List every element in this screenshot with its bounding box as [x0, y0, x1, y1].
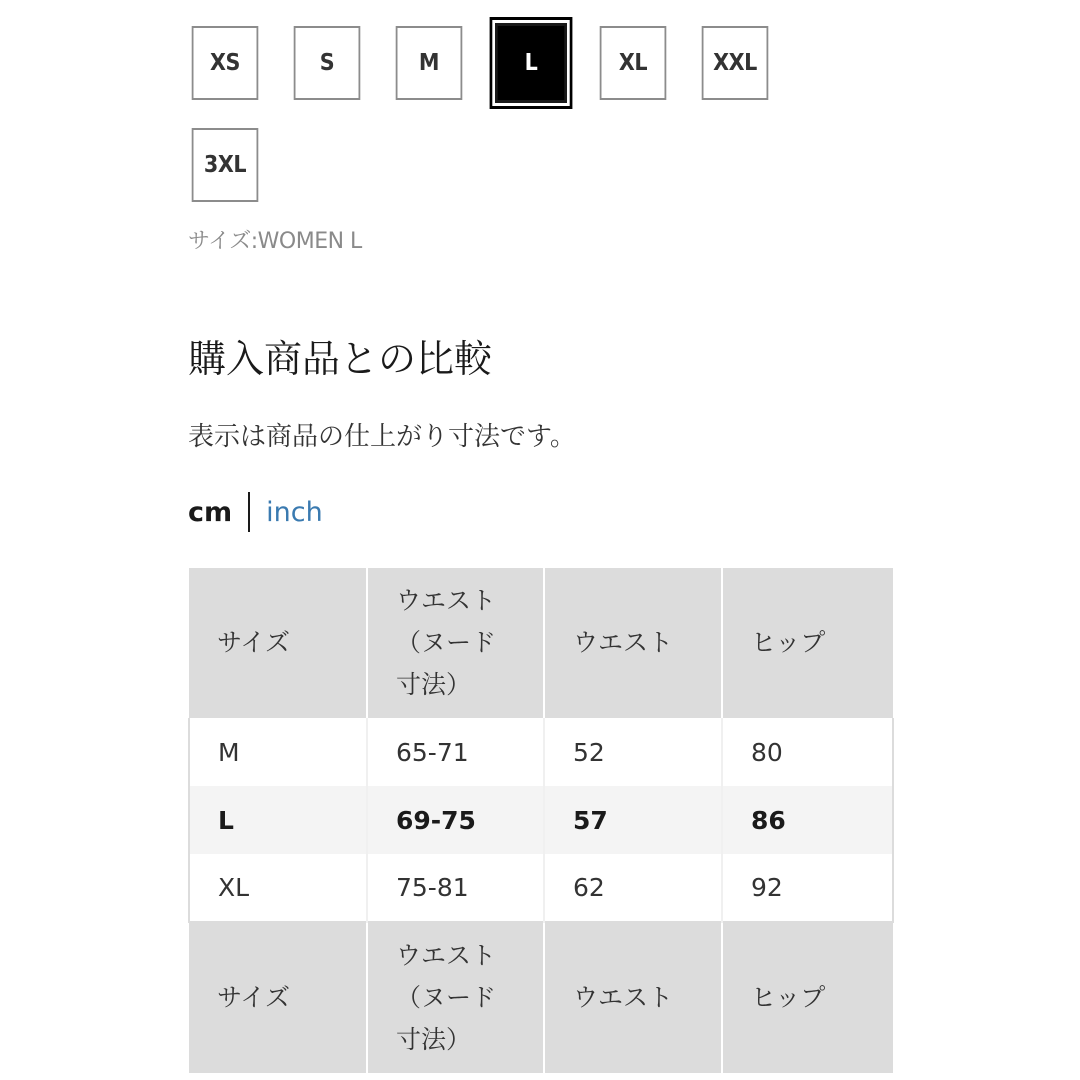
size-option-m[interactable]: M	[396, 26, 463, 100]
header-waist: ウエスト	[544, 568, 722, 718]
header-hip: ヒップ	[722, 568, 893, 718]
size-chart-table	[188, 568, 894, 1073]
cell-nude-waist: 69-75	[367, 786, 544, 854]
cell-waist: 57	[544, 786, 722, 854]
cell-nude-waist: 65-71	[367, 718, 544, 786]
unit-toggle	[188, 492, 323, 532]
header-nude-waist: ウエスト （ヌード 寸法）	[367, 922, 544, 1073]
header-size: サイズ	[189, 568, 367, 718]
selected-size-caption: サイズ:WOMEN L	[188, 229, 362, 254]
size-option-xl[interactable]: XL	[600, 26, 667, 100]
unit-inch-link[interactable]: inch	[266, 496, 323, 528]
cell-hip: 92	[722, 854, 893, 922]
cell-hip: 80	[722, 718, 893, 786]
size-option-3xl[interactable]: 3XL	[192, 128, 259, 202]
unit-divider	[248, 492, 250, 532]
header-hip: ヒップ	[722, 922, 893, 1073]
table-header-row	[189, 568, 893, 718]
header-size: サイズ	[189, 922, 367, 1073]
size-option-xs[interactable]: XS	[192, 26, 259, 100]
comparison-title: 購入商品との比較	[188, 337, 493, 381]
header-nude-waist: ウエスト （ヌード 寸法）	[367, 568, 544, 718]
cell-hip: 86	[722, 786, 893, 854]
table-row	[189, 718, 893, 786]
cell-waist: 52	[544, 718, 722, 786]
cell-size: M	[189, 718, 367, 786]
cell-size: XL	[189, 854, 367, 922]
cell-nude-waist: 75-81	[367, 854, 544, 922]
header-waist: ウエスト	[544, 922, 722, 1073]
comparison-note: 表示は商品の仕上がり寸法です。	[188, 422, 576, 452]
size-option-s[interactable]: S	[294, 26, 361, 100]
cell-waist: 62	[544, 854, 722, 922]
size-option-l[interactable]: L	[495, 23, 567, 103]
table-header-row-repeat	[189, 922, 893, 1073]
table-row	[189, 854, 893, 922]
table-row-selected	[189, 786, 893, 854]
size-option-xxl[interactable]: XXL	[702, 26, 769, 100]
unit-cm-option[interactable]: cm	[188, 496, 233, 528]
cell-size: L	[189, 786, 367, 854]
